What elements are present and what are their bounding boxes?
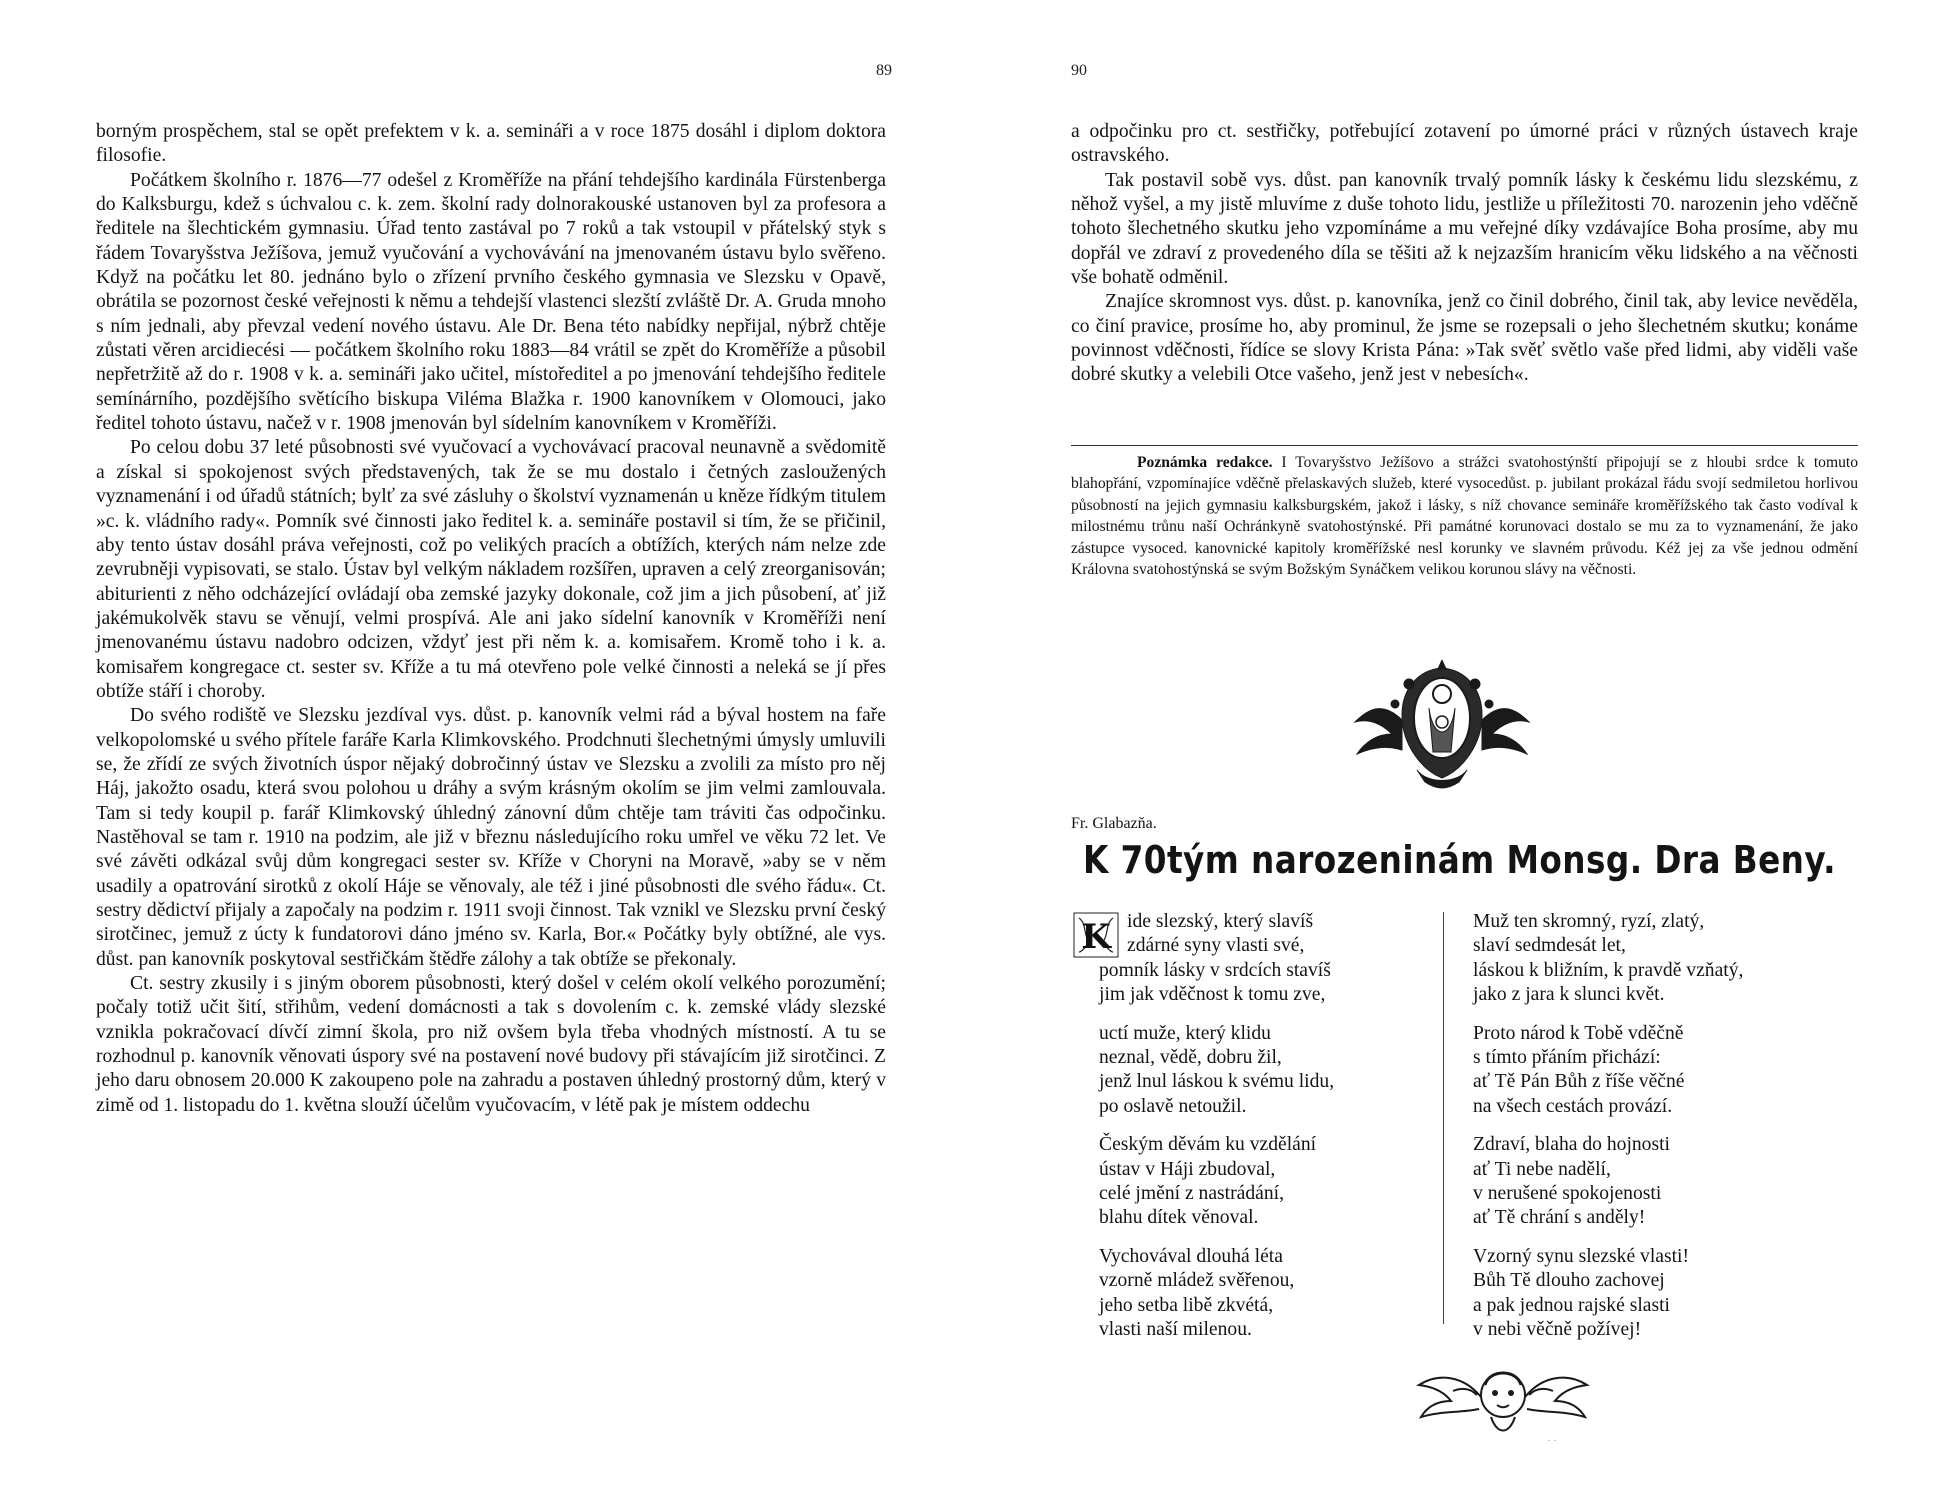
poem-line: zdárné syny vlasti své, [1127, 935, 1305, 957]
poem-line: v nebi věčně požívej! [1473, 1319, 1642, 1341]
poem-line: pomník lásky v srdcích stavíš [1099, 959, 1331, 981]
poem-divider [1443, 912, 1444, 1324]
paragraph: Tak postavil sobě vys. důst. pan kanovník trvalý pomník lásky k českému lidu slezskému, z něhož vyšel, a my jistě mluvíme z duše tohoto lidu, jestliže u příležitosti 70. narozenin jeho vděčně tohoto šlechetného skutku jeho vzpomínáme a mu veřejné díky vzdávajíce Boha prosíme, aby mu dopřál ve zdraví z provedeného díla se těšiti až k nejzazším hranicím věku lidského a na věčnosti vše bohatě odměnil. [1071, 169, 1858, 289]
note-label: Poznámka redakce. [1137, 454, 1273, 471]
stanza [1473, 1245, 1803, 1343]
poem-left-column [1081, 910, 1429, 1357]
cherub-ornament-icon [1413, 1345, 1593, 1455]
poem-line: s tímto přáním přichází: [1473, 1047, 1661, 1069]
poem-line: vzorně mládež svěřenou, [1099, 1270, 1295, 1292]
paragraph: Ct. sestry zkusily i s jiným oborem působnosti, který došel v celém okolí velkého porozumění; počaly totiž učit šití, střihům, vedení domácnosti a tak s dovolením c. k. zemské vlády slezské vznikla pokračovací dívčí zimní škola, pro niž ovšem byla třeba vhodných místností. A tu se rozhodnul p. kanovník věnovati úspory své na postavení nové budovy při stávajícím již sirotčinci. Z jeho daru obnosem 20.000 K zakoupeno pole na zahradu a postaven úhledný prostorný dům, který v zimě od 1. listopadu do 1. května slouží účelům vyučovacím, v létě pak je místem oddechu [96, 973, 886, 1116]
poem-line: Vzorný synu slezské vlasti! [1473, 1245, 1690, 1267]
stanza [1081, 910, 1429, 1008]
poem-line: Zdraví, blaha do hojnosti [1473, 1134, 1670, 1156]
poem-line: jim jak vděčnost k tomu zve, [1099, 984, 1326, 1006]
dropcap-letter: K [1081, 917, 1111, 957]
poem-line: ide slezský, který slavíš [1127, 911, 1314, 932]
poem-line: celé jmění z nastrádání, [1099, 1183, 1284, 1205]
poem-line: ať Tě chrání s anděly! [1473, 1207, 1646, 1229]
poem-title: K 70tým narozeninám Monsg. Dra Beny. [1083, 838, 1836, 882]
paragraph: a odpočinku pro ct. sestřičky, potřebující zotavení po úmorné práci v různých ústavech kraje ostravského. [1071, 121, 1858, 167]
right-page [973, 0, 1946, 1500]
editorial-note [1071, 445, 1858, 580]
note-text: I Tovaryšstvo Ježíšovo a strážci svatohostýnští připojují se z hloubi srdce k tomuto blahopřání, vzpomínajíce vděčně přelaskavých služeb, které vysocedůst. p. jubilant prokázal řádu svojí sedmiletou horlivou působností na jejich gymnasiu kalksburgském, jakož i lásky, s níž chovance semináře kroměřížského tak často vodíval k milostnému trůnu naší Ochránkyně svatohostýnské. Při památné korunovaci dostalo se mu za to vyznamenání, že jako zástupce vysoced. kanovnické kapitoly kroměřížské nesl korunky ve slavném průvodu. Kéž jej za vše jednou odmění Královna svatohostýnská se svým Božským Synáčkem velikou korunou slávy na věčnosti. [1071, 454, 1858, 579]
poem-line: po oslavě netoužil. [1099, 1095, 1247, 1117]
poem-line: blahu dítek věnoval. [1099, 1207, 1259, 1229]
poem-line: jako z jara k slunci květ. [1473, 984, 1665, 1006]
madonna-ornament-icon [1347, 660, 1537, 790]
poem-line: slaví sedmdesát let, [1473, 935, 1626, 957]
poem-line: Muž ten skromný, ryzí, zlatý, [1473, 911, 1705, 932]
page-number: 90 [1071, 62, 1087, 79]
paragraph: Počátkem školního r. 1876—77 odešel z Kroměříže na přání tehdejšího kardinála Fürstenberga do Kalksburgu, kdež s úchvalou c. k. zem. školní rady dolnorakouské ustanoven byl za profesora a ředitele na šlechtickém gymnasiu. Úřad tento zastával po 7 roků a tak vstoupil v přátelský styk s řádem Tovaryšstva Ježíšova, jemuž vyučování a vychovávání na jmenovaném ústavu bylo svěřeno. Když na počátku let 80. jednáno bylo o zřízení prvního českého gymnasia ve Slezsku v Opavě, obrátila se pozornost české veřejnosti k němu a tehdejší vlastenci slezští zvláště Dr. A. Gruda mnoho s ním jednali, aby převzal vedení nového ústavu. Ale Dr. Bena této nabídky nepřijal, nýbrž chtěje zůstati věren arcidiecési — počátkem školního roku 1883—84 vrátil se zpět do Kroměříže a působil nepřetržitě až do r. 1908 v k. a. semináři jako učitel, místoředitel a po jmenování tehdejšího ředitele semínárního, pozdějšího světícího biskupa Viléma Blažka r. 1900 kanovníkem v Olomouci, jako ředitel tohoto ústavu, načež v r. 1908 jmenován byl sídelním kanovníkem v Kroměříži. [96, 169, 886, 435]
right-body-text [1071, 120, 1858, 388]
dropcap-ornament-icon [1073, 912, 1119, 958]
stanza [1099, 1133, 1429, 1231]
poem-line: vlasti naší milenou. [1099, 1319, 1252, 1341]
poem-right-column [1473, 910, 1803, 1357]
page-number: 89 [876, 62, 892, 79]
poem-line: láskou k bližním, k pravdě vzňatý, [1473, 959, 1744, 981]
stanza [1099, 1245, 1429, 1343]
poem-line: ústav v Háji zbudoval, [1099, 1158, 1276, 1180]
poem-line: ať Tě Pán Bůh z říše věčné [1473, 1071, 1685, 1093]
poem-line: v nerušené spokojenosti [1473, 1183, 1662, 1205]
stanza [1473, 1022, 1803, 1120]
poem-line: Vychovával dlouhá léta [1099, 1245, 1283, 1267]
poem-line: Proto národ k Tobě vděčně [1473, 1022, 1684, 1044]
poem-author: Fr. Glabazňa. [1071, 815, 1157, 832]
poem-line: Bůh Tě dlouho zachovej [1473, 1270, 1665, 1292]
scan-mark: · · [1547, 1435, 1558, 1447]
poem-line: jenž lnul láskou k svému lidu, [1099, 1071, 1335, 1093]
poem-line: a pak jednou rajské slasti [1473, 1294, 1670, 1316]
paragraph: Do svého rodiště ve Slezsku jezdíval vys. důst. p. kanovník velmi rád a býval hostem na faře velkopolomské u svého přítele faráře Karla Klimkovského. Prodchnuti šlechetnými úmysly umluvili se, že zřídí ze svých životních úspor nějaký dobročinný ústav ve Slezsku a zvolili za místo pro něj Háj, jakožto osadu, která svou polohou u dráhy a svým krásným okolím se jim velmi zamlouvala. Tam si tedy koupil p. farář Klimkovský úhledný zánovní dům chtěje tam tráviti čas odpočinku. Nastěhoval se tam r. 1910 na podzim, ale již v březnu následujícího roku umřel ve věku 72 let. Ve své závěti odkázal svůj dům kongregaci sester sv. Kříže v Choryni na Moravě, »aby se v něm usadily a opatrování sirotků z okolí Háje se věnovaly, ale též i jiné působnosti dle svého řádu«. Ct. sestry dědictví přijaly a započaly na podzim r. 1911 svoji činnost. Tak vznikl ve Slezsku první český sirotčinec, jemuž z úcty k fundatorovi dáno jméno sv. Karla, Bor.« Počátky byly obtížné, ale vys. důst. pan kanovník poskytoval sestřičkám štědře zálohy a tak obtíže se překonaly. [96, 705, 886, 970]
poem-line: uctí muže, který klidu [1099, 1022, 1271, 1044]
paragraph: Po celou dobu 37 leté působnosti své vyučovací a vychovávací pracoval neunavně a svědomitě a získal si spokojenost svých představených, tak že se mu dostalo i četných zasloužených vyznamenání i od úřadů státních; bylť za své zásluhy o školství vyznamenán u kněze řídkým titulem »c. k. vládního rady«. Pomník své činnosti jako ředitel k. a. semináře postavil si tím, že se přičinil, aby tento ústav dosáhl práva veřejnosti, což po velikých pracích a obtížích, kterých nám nelze zde zevrubněji vypisovati, se stalo. Ústav byl velkým nákladem rozšířen, upraven a celý zreorganisován; abiturienti z něho odcházející ovládají oba zemské jazyky dokonale, což jim a jich působení, ať již jakémukolvěk stavu se věnují, velmi prospívá. Ale ani jako sídelní kanovník v Kroměříži není jmenovanému ústavu nadobro odcizen, vždyť jest při něm k. a. komisařem. Kromě toho i k. a. komisařem kongregace ct. sester sv. Kříže a tu má otevřeno pole velké činnosti a neleká se jí přes obtíže stáří i choroby. [96, 437, 886, 702]
poem-line: ať Ti nebe nadělí, [1473, 1158, 1611, 1180]
stanza [1099, 1022, 1429, 1120]
stanza [1473, 1133, 1803, 1231]
paragraph: borným prospěchem, stal se opět prefektem v k. a. semináři a v roce 1875 dosáhl i diplom doktora filosofie. [96, 121, 886, 167]
poem-line: Českým děvám ku vzdělání [1099, 1134, 1317, 1156]
stanza [1473, 910, 1803, 1008]
left-body-text [96, 120, 886, 1118]
poem-line: na všech cestách provází. [1473, 1095, 1673, 1117]
poem-line: neznal, vědě, dobru žil, [1099, 1047, 1282, 1069]
poem-line: jeho setba libě zkvétá, [1099, 1294, 1274, 1316]
paragraph: Znajíce skromnost vys. důst. p. kanovníka, jenž co činil dobrého, činil tak, aby levice nevěděla, co činí pravice, prosíme ho, aby prominul, že jsme se rozepsali o jeho šlechetném skutku; konáme povinnost vděčnosti, řídíce se slovy Krista Pána: »Tak svěť světlo vaše před lidmi, aby viděli vaše dobré skutky a velebili Otce vašeho, jenž jest v nebesích«. [1071, 291, 1858, 386]
